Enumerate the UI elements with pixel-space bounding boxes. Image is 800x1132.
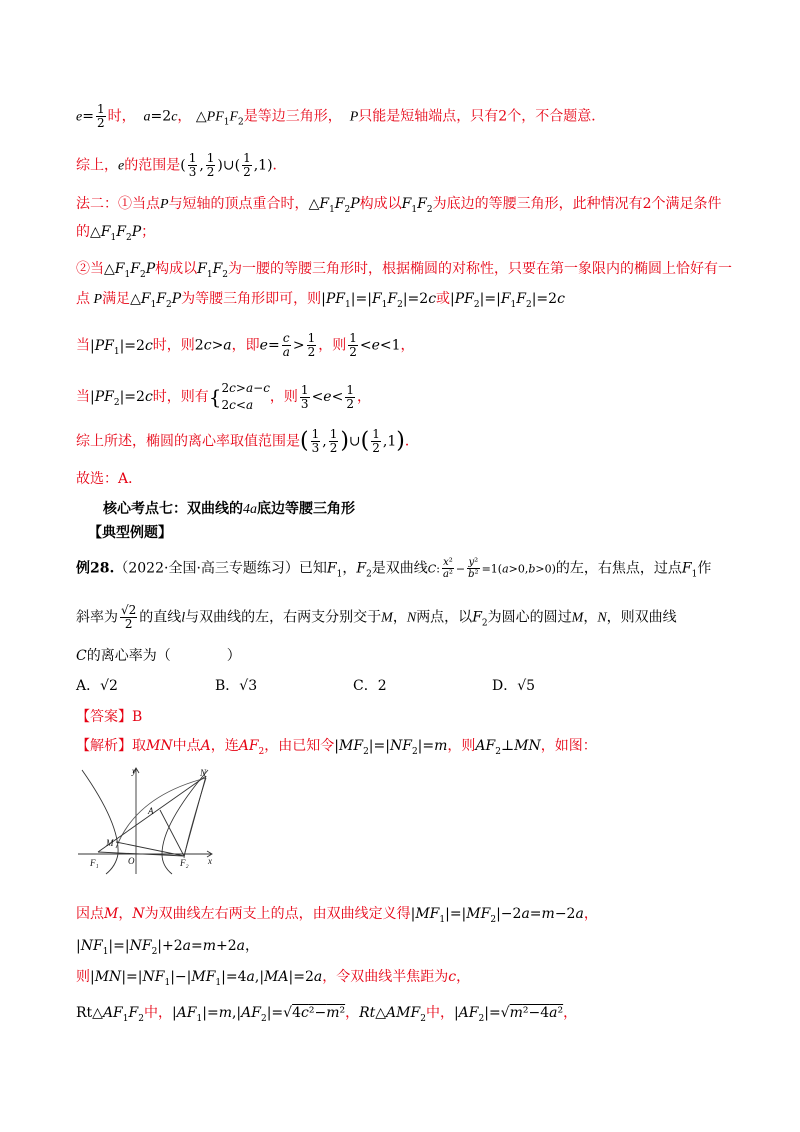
analysis-line: 【解析】取MN中点A，连$AF_2$，由已知令$|MF_2|=|NF_2|=m$，则$AF_2\perp MN$，如图： <box>76 738 597 757</box>
solution-line-4: 的$\triangle F_1F_2P$； <box>76 224 156 243</box>
label-M: M <box>106 838 114 848</box>
segment-AF2 <box>160 810 184 856</box>
label-N: N <box>200 768 207 778</box>
solution-line-6: 点 P满足$\triangle F_1F_2P$为等腰三角形即可，则$|PF_1|=|F_1F_2|=2c$或$|PF_2|=|F_1F_2|=2c$ <box>76 291 565 310</box>
option-b: B．√3 <box>215 678 258 694</box>
option-a: A．√2 <box>76 678 118 694</box>
solution-line-3: 法二：①当点P与短轴的顶点重合时，$\triangle F_1F_2P$构成以$F_1F_2$为底边的等腰三角形，此种情况有2个满足条件 <box>76 196 722 215</box>
answer-line: 【答案】B <box>76 709 143 725</box>
solution-line-7: 当$|PF_1|=2c$时，则2c>a，即e= $\frac{c}{a}$ > $\frac{1}{2}$ ，则 $\frac{1}{2}$ <e<1， <box>76 331 415 359</box>
solution-line-1: e= $\frac{1}{2}$ 时， a=2c， $\triangle PF_1F_2$是等边三角形， P只能是短轴端点，只有2个，不合题意． <box>76 102 606 130</box>
option-c: C．2 <box>353 678 387 694</box>
segment-NF2 <box>184 776 206 856</box>
solution-step-3: 则$|MN|=|NF_1|-|MF_1|=4a,|MA|=2a$，令双曲线半焦距为c， <box>76 969 471 988</box>
hyperbola-figure <box>76 766 216 876</box>
left-branch <box>82 770 118 874</box>
solution-line-8: 当$|PF_2|=2c$时，则有{ 2c>a−c 2c<a ，则 $\frac{1}{3}$ <e< $\frac{1}{2}$ ， <box>76 381 371 412</box>
question-line-2: 斜率为 $\frac{√2}{2}$ 的直线l与双曲线的左，右两支分别交于M，N两点，以$F_2$为圆心的圆过M，N，则双曲线 <box>76 603 677 631</box>
solution-line-10: 故选：A． <box>76 471 143 487</box>
label-x: x <box>208 856 212 866</box>
solution-step-1: 因点M，N为双曲线左右两支上的点，由双曲线定义得$|MF_1|=|MF_2|-2a=m-2a$， <box>76 906 598 925</box>
solution-line-5: ②当$\triangle F_1F_2P$构成以$F_1F_2$为一腰的等腰三角形时，根据椭圆的对称性，只要在第一象限内的椭圆上恰好有一 <box>76 261 733 280</box>
option-d: D．√5 <box>492 678 536 694</box>
question-line-3: C的离心率为（ ） <box>76 648 241 664</box>
solution-step-2: $|NF_1|=|NF_2|+2a=m+2a$， <box>76 938 260 957</box>
solution-line-9: 综上所述，椭圆的离心率取值范围是( $\frac{1}{3}$ , $\frac{1}{2}$ )∪( $\frac{1}{2}$ ,1)． <box>76 427 419 455</box>
label-F1: F₁ <box>90 858 99 868</box>
section-heading: 核心考点七：双曲线的4a底边等腰三角形 <box>103 501 355 517</box>
label-O: O <box>128 856 135 866</box>
section-subheading: 【典型例题】 <box>88 525 172 541</box>
label-y: y <box>132 766 136 776</box>
question-line-1: 例28.（2022·全国·高三专题练习）已知$F_1$，$F_2$是双曲线C: $\frac{\text{x²}}{\text{a²}}$ − $\frac{\text{y²}}{\text{b²}}$ =1(a>0,b>0)的左，右焦点，过点$F_1$作 <box>76 557 712 580</box>
circle-arc-2 <box>184 778 206 858</box>
label-F2: F₂ <box>180 858 189 868</box>
label-A: A <box>148 806 154 816</box>
solution-step-4: $Rt\triangle AF_1F_2$中，$|AF_1|=m,|AF_2|=√4c^2-m^2$，$Rt\triangle AMF_2$中，$|AF_2|=√m^2-4a^2$， <box>76 1005 578 1024</box>
solution-line-2: 综上，e的范围是( $\frac{1}{3}$ , $\frac{1}{2}$ )∪( $\frac{1}{2}$ ,1)． <box>76 151 287 179</box>
